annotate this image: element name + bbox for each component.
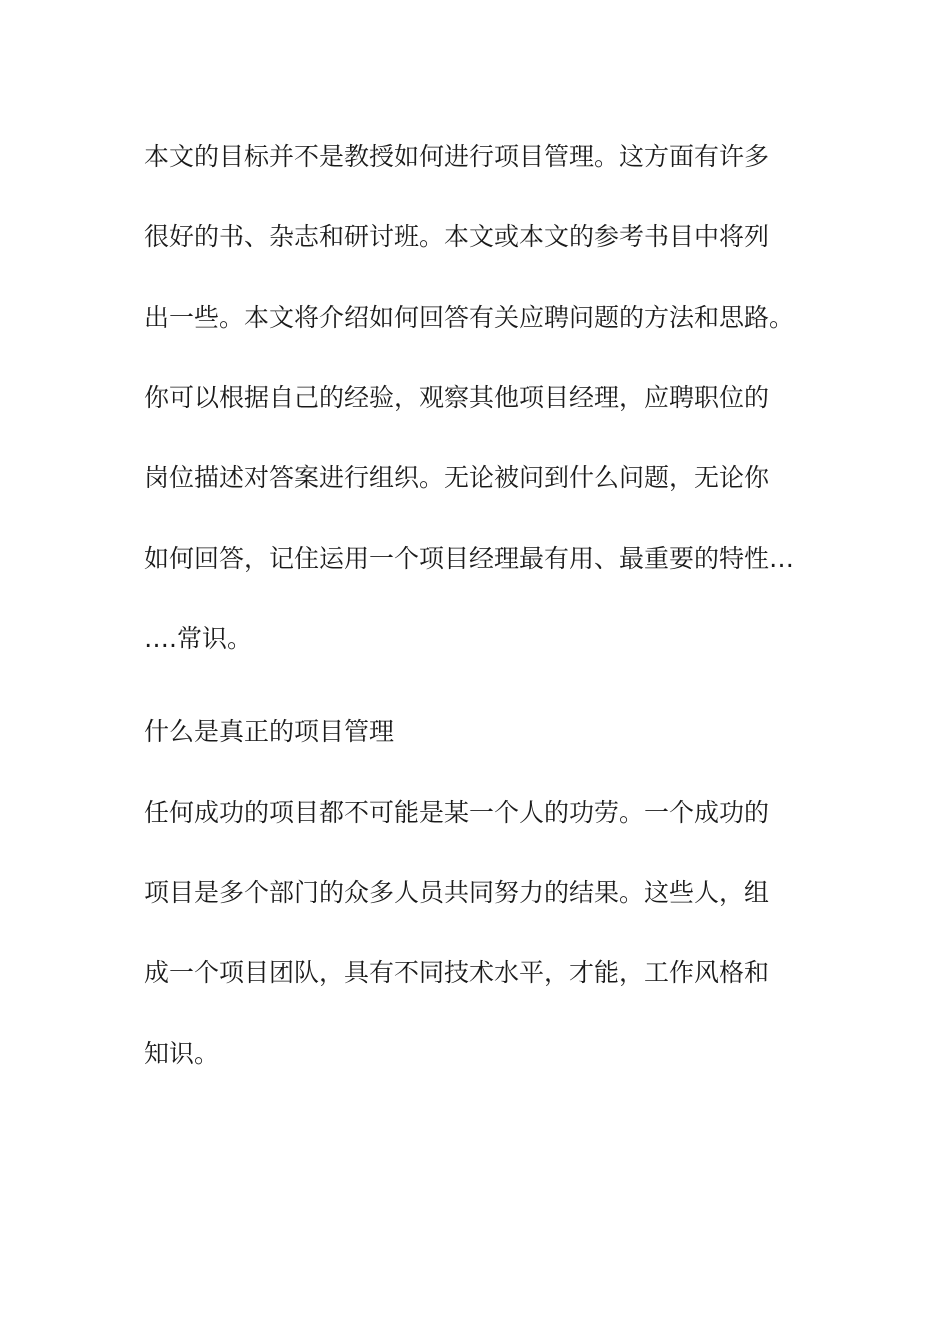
section-heading: 什么是真正的项目管理 bbox=[144, 717, 395, 746]
paragraph1-line-2: 很好的书、杂志和研讨班。本文或本文的参考书目中将列 bbox=[144, 222, 770, 251]
paragraph2-line-1: 任何成功的项目都不可能是某一个人的功劳。一个成功的 bbox=[144, 798, 770, 827]
paragraph1-line-6: 如何回答，记住运用一个项目经理最有用、最重要的特性… bbox=[144, 544, 795, 573]
paragraph1-line-1: 本文的目标并不是教授如何进行项目管理。这方面有许多 bbox=[144, 142, 770, 171]
paragraph1-line-5: 岗位描述对答案进行组织。无论被问到什么问题，无论你 bbox=[144, 463, 770, 492]
paragraph1-line-4: 你可以根据自己的经验，观察其他项目经理，应聘职位的 bbox=[144, 383, 770, 412]
paragraph2-line-4: 知识。 bbox=[144, 1039, 220, 1068]
paragraph1-line-3: 出一些。本文将介绍如何回答有关应聘问题的方法和思路。 bbox=[144, 303, 795, 332]
paragraph2-line-3: 成一个项目团队，具有不同技术水平，才能，工作风格和 bbox=[144, 958, 770, 987]
paragraph1-line-7: ….常识。 bbox=[144, 624, 252, 653]
paragraph2-line-2: 项目是多个部门的众多人员共同努力的结果。这些人，组 bbox=[144, 878, 770, 907]
